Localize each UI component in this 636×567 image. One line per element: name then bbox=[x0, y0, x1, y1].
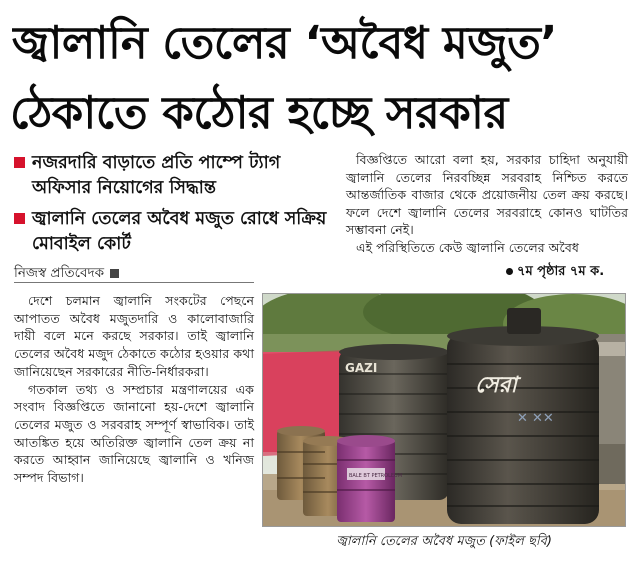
left-paragraph-2: গতকাল তথ্য ও সম্প্রচার মন্ত্রণালয়ের এক সংবাদ বিজ্ঞপ্তিতে জানানো হয়-দেশে জ্বালানি তেলের মজুত ও সরবরাহ সম্পূর্ণ স্বাভাবিক। তাই আতঙ্কিত হয়ে অতিরিক্ত জ্বালানি তেল ক্রয় না করতে আহ্বান জানিয়েছে জ্বালানি ও খনিজ সম্পদ বিভাগ। bbox=[14, 381, 254, 486]
left-column-text bbox=[14, 292, 254, 487]
summary-bullet-text: জ্বালানি তেলের অবৈধ মজুত রোধে সক্রিয় মোবাইল কোর্ট bbox=[32, 209, 327, 254]
summary-bullet-text: নজরদারি বাড়াতে প্রতি পাম্পে ট্যাগ অফিসার নিয়োগের সিদ্ধান্ত bbox=[32, 153, 281, 198]
tank-brand-label: GAZI bbox=[345, 361, 378, 375]
summary-bullets bbox=[12, 151, 342, 263]
headline-line-2: ঠেকাতে কঠোর হচ্ছে সরকার bbox=[10, 86, 508, 139]
headline-line-1: জ্বালানি তেলের ‘অবৈধ মজুত’ bbox=[12, 16, 557, 69]
right-paragraph-1: বিজ্ঞপ্তিতে আরো বলা হয়, সরকার চাহিদা অনুযায়ী জ্বালানি তেলের নিরবচ্ছিন্ন সরবরাহ নিশ্চিত করতে আন্তর্জাতিক বাজার থেকে প্রয়োজনীয় তেল ক্রয় করছে। ফলে দেশে জ্বালানি তেলের সরবরাহে কোনও ঘাটতির সম্ভাবনা নেই। bbox=[346, 152, 628, 238]
summary-bullet bbox=[12, 151, 342, 201]
byline-square-icon bbox=[110, 269, 119, 278]
photo-caption: জ্বালানি তেলের অবৈধ মজুত (ফাইল ছবি) bbox=[336, 534, 552, 549]
fuel-tanks-illustration bbox=[263, 294, 626, 527]
left-paragraph-1: দেশে চলমান জ্বালানি সংকটের পেছনে আপাতত অবৈধ মজুতদারি ও কালোবাজারি দায়ী বলে মনে করছে সরকার। তাই জ্বালানি তেলের অবৈধ মজুদ ঠেকাতে কঠোর হওয়ার কথা জানিয়েছেন সরকারের নীতি-নির্ধারকরা। bbox=[14, 293, 254, 379]
right-column-text bbox=[346, 151, 628, 257]
continued-on-page[interactable] bbox=[506, 262, 604, 283]
tank-brand-label: সেরা bbox=[475, 373, 517, 398]
bullet-square-icon bbox=[14, 157, 25, 168]
summary-bullet bbox=[12, 207, 342, 257]
news-photo bbox=[262, 293, 626, 527]
svg-text:✕ ✕✕: ✕ ✕✕ bbox=[517, 411, 554, 426]
right-paragraph-2: এই পরিস্থিতিতে কেউ জ্বালানি তেলের অবৈধ bbox=[356, 239, 579, 255]
byline-text: নিজস্ব প্রতিবেদক bbox=[14, 265, 105, 281]
bullet-dot-icon bbox=[506, 268, 513, 275]
divider bbox=[14, 282, 254, 283]
bullet-square-icon bbox=[14, 213, 25, 224]
continued-text: ৭ম পৃষ্ঠার ৭ম ক. bbox=[517, 264, 605, 279]
barrel-label: BALE BT PETROLEUM bbox=[349, 473, 403, 479]
